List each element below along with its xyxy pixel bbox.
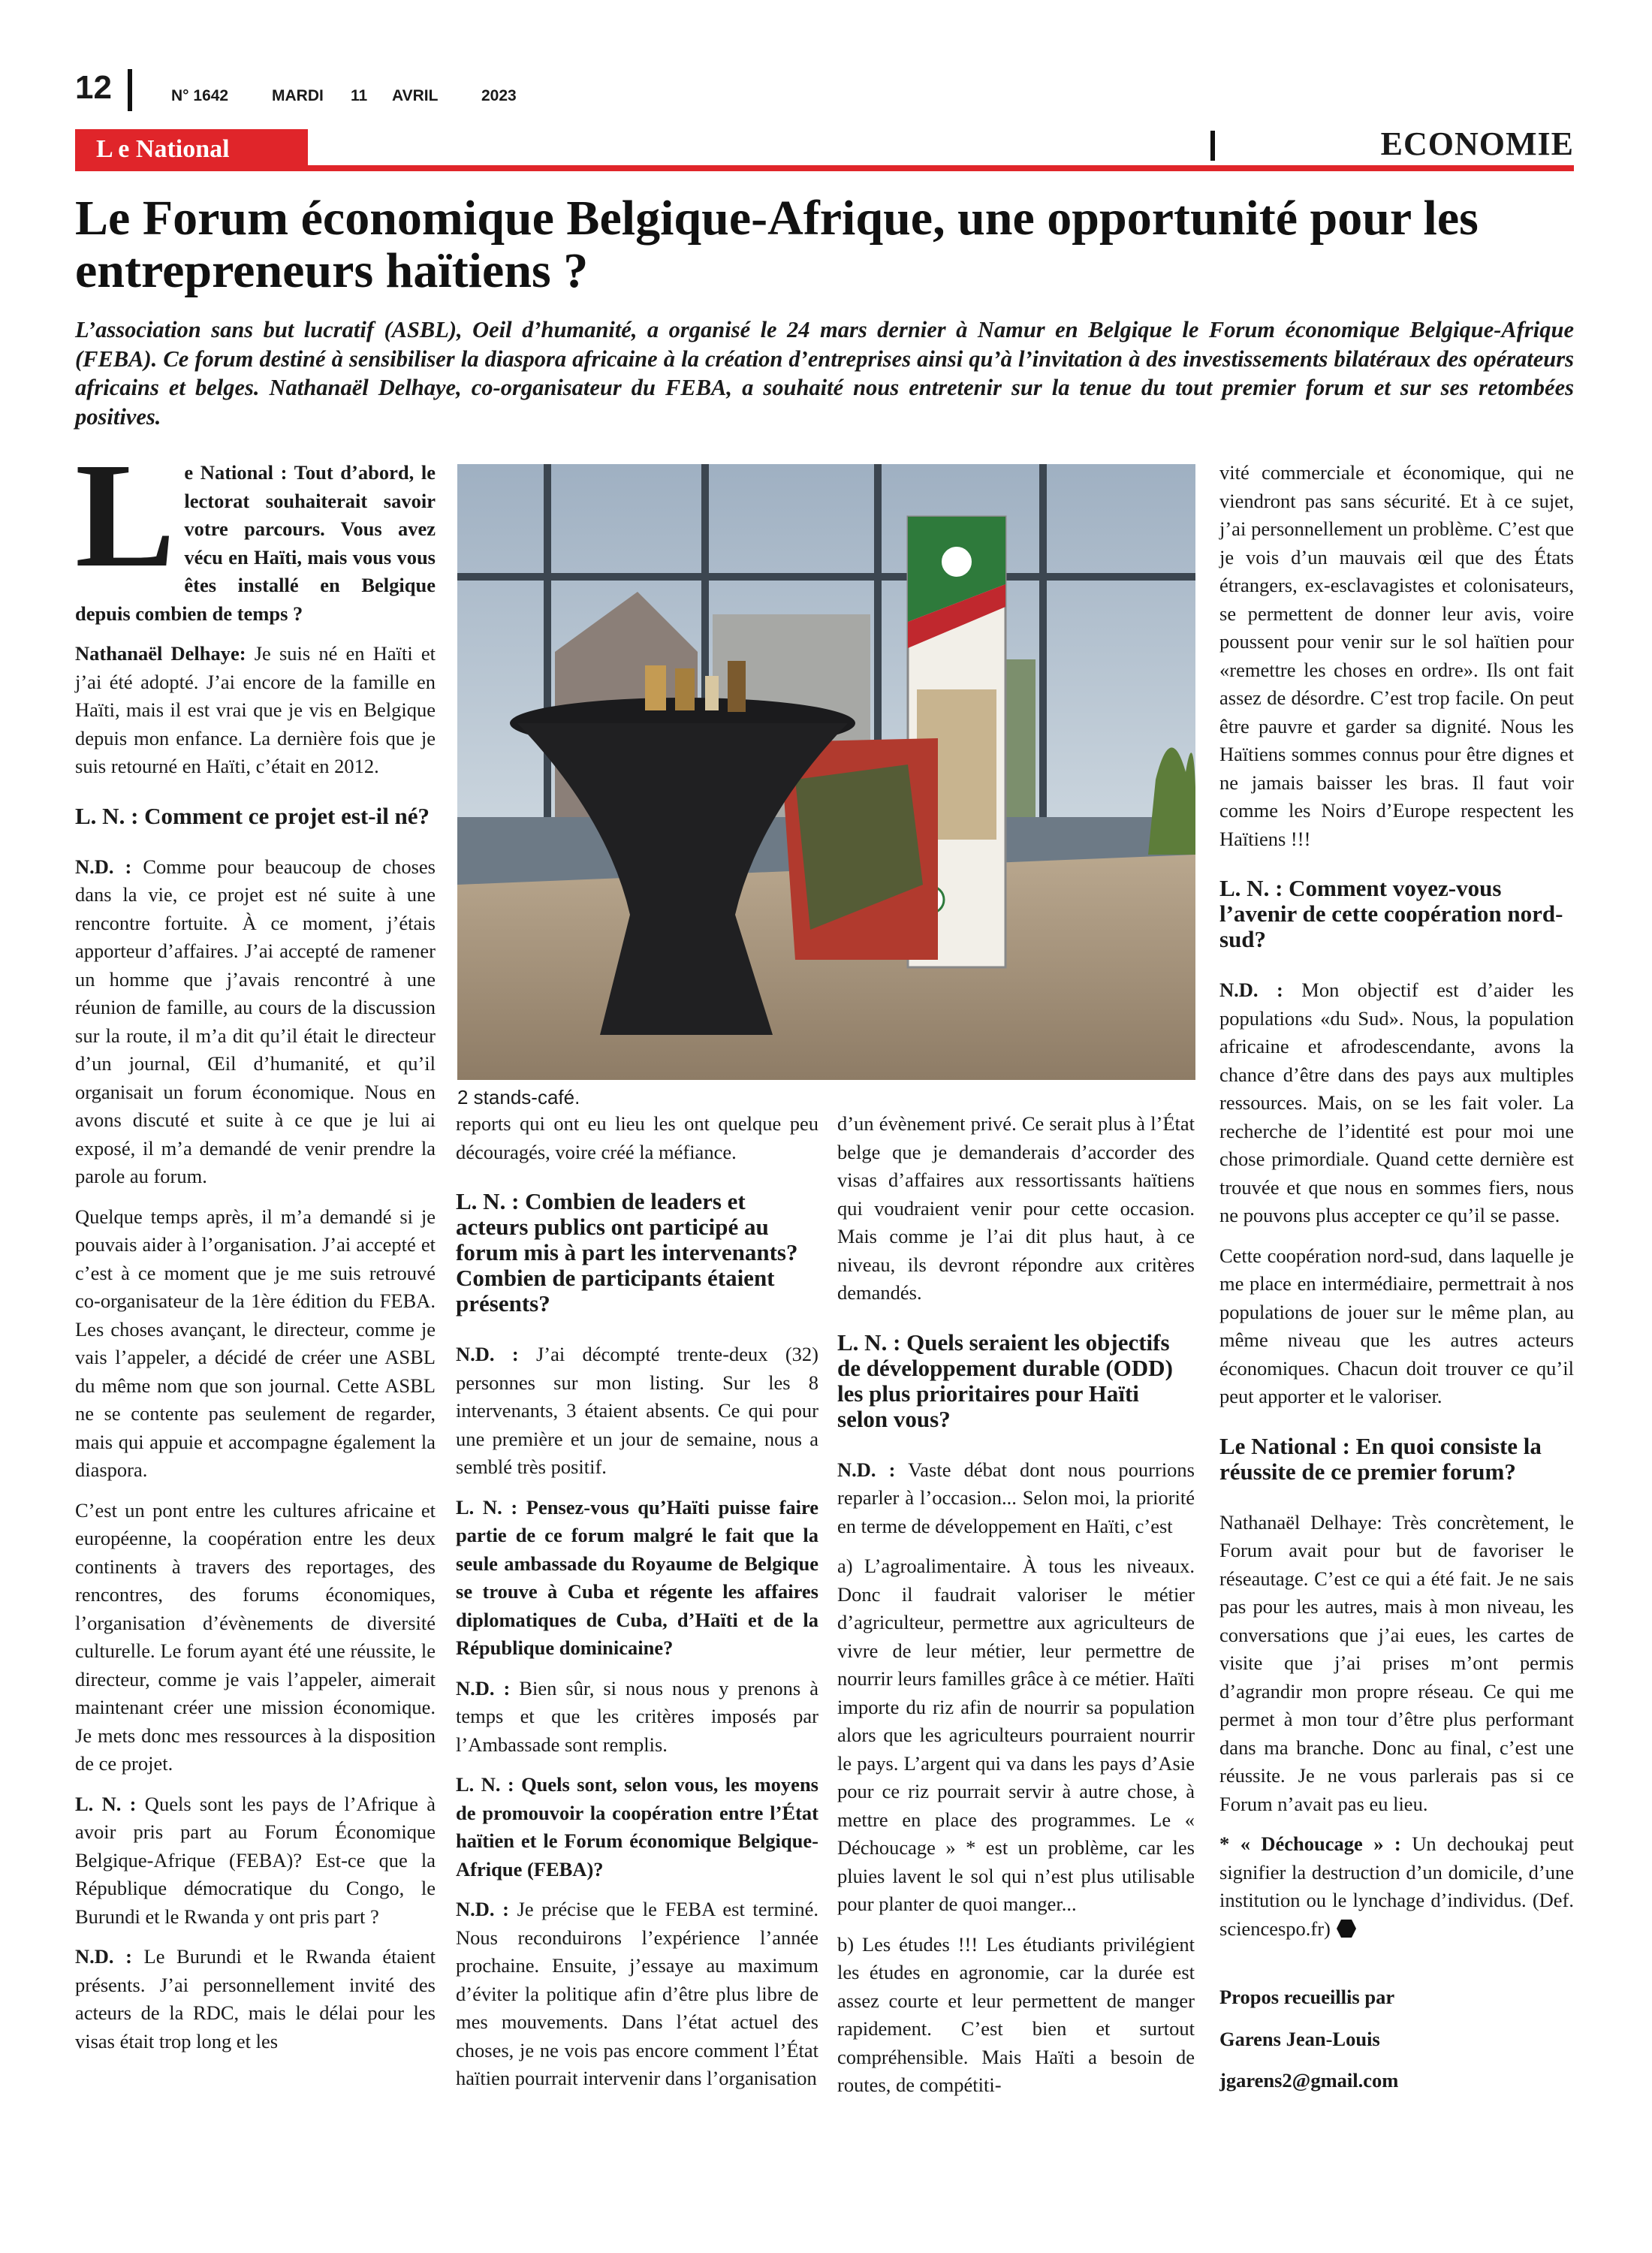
signature — [1219, 1983, 1574, 2095]
answer-paragraph: N.D. : Le Burundi et le Rwanda étaient présents. J’ai personnellement invité des acteurs de la RDC, mais le délai pour les visas était trop long et les — [75, 1945, 436, 2052]
body-paragraph: C’est un pont entre les cultures africaine et européenne, la coopération entre les deux continents à travers des reportages, des rencontres, des forums économiques, l’organisation d’évènements de diversité culturelle. Le forum ayant été une réussite, le directeur, comme je vais l’appeler, aimerait maintenant créer une mission économique. Je mets donc mes ressources à la disposition de ce projet. — [75, 1498, 436, 1775]
article-lead: L’association sans but lucratif (ASBL), Oeil d’humanité, a organisé le 24 mars dernier à Namur en Belgique le Forum économique Belgique-Afrique (FEBA). Ce forum destiné à sensibiliser la diaspora africaine à la création d’entreprises ainsi qu’à l’invitation à des investissements bilatéraux des opérateurs africains et belges. Nathanaël Delhaye, co-organisateur du FEBA, a souhaité nous entretenir sur la tenue du tout premier forum et sur ses retombées positives. — [75, 317, 1574, 430]
end-mark-icon — [1336, 1919, 1357, 1938]
intro-question: Le National : Tout d’abord, le lectorat souhaiterait savoir votre parcours. Vous avez vécu en Haïti, mais vous vous êtes installé en Belgique depuis combien de temps ? — [75, 433, 436, 625]
article-photo — [457, 464, 1195, 1080]
page-number: 12 — [75, 69, 112, 106]
question-heading: L. N. : Comment ce projet est-il né? — [75, 802, 430, 829]
column-3 — [837, 1110, 1195, 2112]
column-1 — [75, 433, 436, 2068]
page-number-divider — [128, 69, 132, 111]
answer-paragraph: N.D. : Bien sûr, si nous nous y prenons à temps et que les critères imposés par l’Ambassade sont remplis. — [456, 1676, 818, 1756]
answer-paragraph: Nathanaël Delhaye: Je suis né en Haïti et j’ai été adopté. J’ai encore de la famille en Haïti, mais il est vrai que je vis en Belgique depuis mon enfance. La dernière fois que je suis retourné en Haïti, c’était en 2012. — [75, 642, 436, 777]
question-heading: L. N. : Quels seraient les objectifs de développement durable (ODD) les plus prioritaires pour Haïti selon vous? — [837, 1329, 1173, 1432]
body-paragraph: d’un évènement privé. Ce serait plus à l’État belge que je demanderais d’accorder des visas d’affaires aux ressortissants haïtiens qui voudraient venir pour cette occasion. Mais comme je l’ai dit plus haut, à ce niveau, ils devront répondre aux critères demandés. — [837, 1112, 1195, 1304]
photo-caption: 2 stands-café. — [457, 1086, 580, 1108]
footnote: * « Déchoucage » : Un dechoukaj peut signifier la destruction d’un domicile, d’une institution ou le lynchage d’individus. (Def. sciencespo.fr) — [1219, 1832, 1574, 1940]
brand-name: L e National — [96, 135, 230, 163]
section-divider — [1210, 131, 1215, 161]
body-paragraph: reports qui ont eu lieu les ont quelque peu découragés, voire créé la méfiance. — [456, 1112, 818, 1163]
question-paragraph: L. N. : Pensez-vous qu’Haïti puisse faire partie de ce forum malgré le fait que la seule ambassade du Royaume de Belgique se trouve à Cuba et régente les affaires diplomatiques de Cuba, d’Haïti et de la République dominicaine? — [456, 1495, 818, 1659]
body-paragraph: a) L’agroalimentaire. À tous les niveaux. Donc il faudrait valoriser le métier d’agriculteur, permettre aux agriculteurs de vivre de leur métier, leur permettre de nourrir leurs familles grâce à ce métier. Haïti importe du riz afin de nourrir sa population alors que les agriculteurs pourraient nourrir le pays. L’argent qui va dans les pays d’Asie pour ce riz pourrait servir à autre chose, à mettre en place des programmes. Le « Déchoucage » * est un problème, car les pluies lavent le sol qui n’est plus utilisable pour planter de quoi manger... — [837, 1555, 1195, 1915]
author-email: jgarens2@gmail.com — [1219, 2069, 1399, 2092]
body-paragraph: Quelque temps après, il m’a demandé si je pouvais aider à l’organisation. J’ai accepté et c’est à ce moment que je me suis retrouvé co-organisateur de la 1ère édition du FEBA. Les choses avançant, le directeur, comme je vais l’appeler, a décidé de créer une ASBL du même nom que son journal. Cette ASBL ne se contente pas seulement de regarder, mais qui appuie et accompagne également la diaspora. — [75, 1205, 436, 1481]
answer-paragraph: N.D. : Comme pour beaucoup de choses dans la vie, ce projet est né suite à une rencontre fortuite. À ce moment, j’étais apporteur d’affaires. J’ai accepté de ramener un homme que j’avais rencontré à une réunion de famille, au cours de la discussion sur la route, il m’a dit qu’il était le directeur d’un journal, Œil d’humanité, et qu’il organisait un forum économique. Nous en avons discuté et suite à ce que je lui ai exposé, il m’a demandé de venir prendre la parole au forum. — [75, 855, 436, 1187]
question-heading: Le National : En quoi consiste la réussite de ce premier forum? — [1219, 1432, 1542, 1485]
answer-paragraph: N.D. : J’ai décompté trente-deux (32) personnes sur mon listing. Sur les 8 intervenants, 3 étaient absents. Ce qui pour une première et un jour de semaine, nous a semblé très positif. — [456, 1343, 818, 1478]
question-heading: L. N. : Combien de leaders et acteurs publics ont participé au forum mis à part les intervenants? Combien de participants étaient présents? — [456, 1188, 798, 1317]
body-paragraph: vité commerciale et économique, qui ne viendront pas sans sécurité. Et à ce sujet, j’ai personnellement un problème. C’est que je vois d’un mauvais œil que des États étrangers, ex-esclavagistes et colonisateurs, se permettent de donner leur avis, voire poussent pour venir sur le sol haïtien pour «remettre les choses en ordre». Ils ont fait assez de désordre. C’est trop facile. On peut être pauvre et garder sa dignité. Nous les Haïtiens sommes connus pour être dignes et ne jamais baisser les bras. Il faut voir comme les Noirs d’Europe respectent les Haïtiens !!! — [1219, 461, 1574, 850]
signature-line: Propos recueillis par — [1219, 1986, 1395, 2008]
answer-paragraph: N.D. : Je précise que le FEBA est terminé. Nous reconduirons l’expérience l’année prochaine. Ensuite, j’essaye au maximum d’éviter la politique afin d’être plus libre de mes mouvements. Dans l’état actuel des choses, je ne vois pas encore comment l’État haïtien pourrait intervenir dans l’organisation — [456, 1898, 818, 2089]
answer-paragraph: N.D. : Vaste débat dont nous pourrions reparler à l’occasion... Selon moi, la priorité en terme de développement en Haïti, c’est — [837, 1458, 1195, 1537]
question-heading: L. N. : Comment voyez-vous l’avenir de cette coopération nord-sud? — [1219, 875, 1563, 952]
question-paragraph: L. N. : Quels sont, selon vous, les moyens de promouvoir la coopération entre l’État haïtien et le Forum économique Belgique-Afrique (FEBA)? — [456, 1773, 818, 1881]
answer-paragraph: N.D. : Mon objectif est d’aider les populations «du Sud». Nous, la population africaine et afrodescendante, avons la chance d’être dans des pays aux multiples ressources. Mais, on se les fait voler. La recherche de l’identité est pour moi une chose primordiale. Quand cette dernière est trouvée et que nous en sommes fiers, nous ne pouvons plus accepter ce qu’il se passe. — [1219, 979, 1574, 1226]
drop-cap: L — [75, 433, 176, 599]
issue-day: MARDI — [272, 87, 324, 104]
header-rule — [75, 165, 1574, 171]
column-2 — [456, 1110, 818, 2105]
issue-date: 11 — [351, 87, 368, 104]
question-paragraph: L. N. : Quels sont les pays de l’Afrique à avoir pris part au Forum Économique Belgique-Afrique (FEBA)? Est-ce que la République démocratique du Congo, le Burundi et le Rwanda y ont pris part ? — [75, 1792, 436, 1928]
issue-number: N° 1642 — [171, 87, 229, 104]
issue-month: AVRIL — [392, 87, 439, 104]
body-paragraph: Cette coopération nord-sud, dans laquelle je me place en intermédiaire, permettrait à nos populations de jouer sur le même plan, au même niveau que les autres acteurs économiques. Chacun doit trouver ce qu’il peut apporter et le valoriser. — [1219, 1244, 1574, 1407]
column-4 — [1219, 459, 1574, 2109]
article-headline: Le Forum économique Belgique-Afrique, une opportunité pour les entrepreneurs haïtiens ? — [75, 191, 1479, 298]
body-paragraph: b) Les études !!! Les étudiants privilégient les études en agronomie, car la durée est assez courte et leur permettent de manger rapidement. C’est bien et surtout compréhensible. Mais Haïti a besoin de routes, de compétiti- — [837, 1932, 1195, 2096]
author-name: Garens Jean-Louis — [1219, 2027, 1380, 2050]
section-title: ECONOMIE — [1380, 125, 1574, 162]
answer-paragraph: Nathanaël Delhaye: Très concrètement, le Forum avait pour but de favoriser le réseautage. C’est ce qui a été fait. Je ne sais pas pour les autres, mais à mon niveau, les conversations que j’ai eues, les cartes de visite que j’ai prises m’ont permis d’agrandir mon propre réseau. Ce qui me permet à mon tour d’être plus performant dans ma branche. Donc au final, c’est une réussite. Je ne vous parlerais pas si ce Forum n’avait pas eu lieu. — [1219, 1510, 1574, 1815]
issue-year: 2023 — [481, 87, 517, 104]
